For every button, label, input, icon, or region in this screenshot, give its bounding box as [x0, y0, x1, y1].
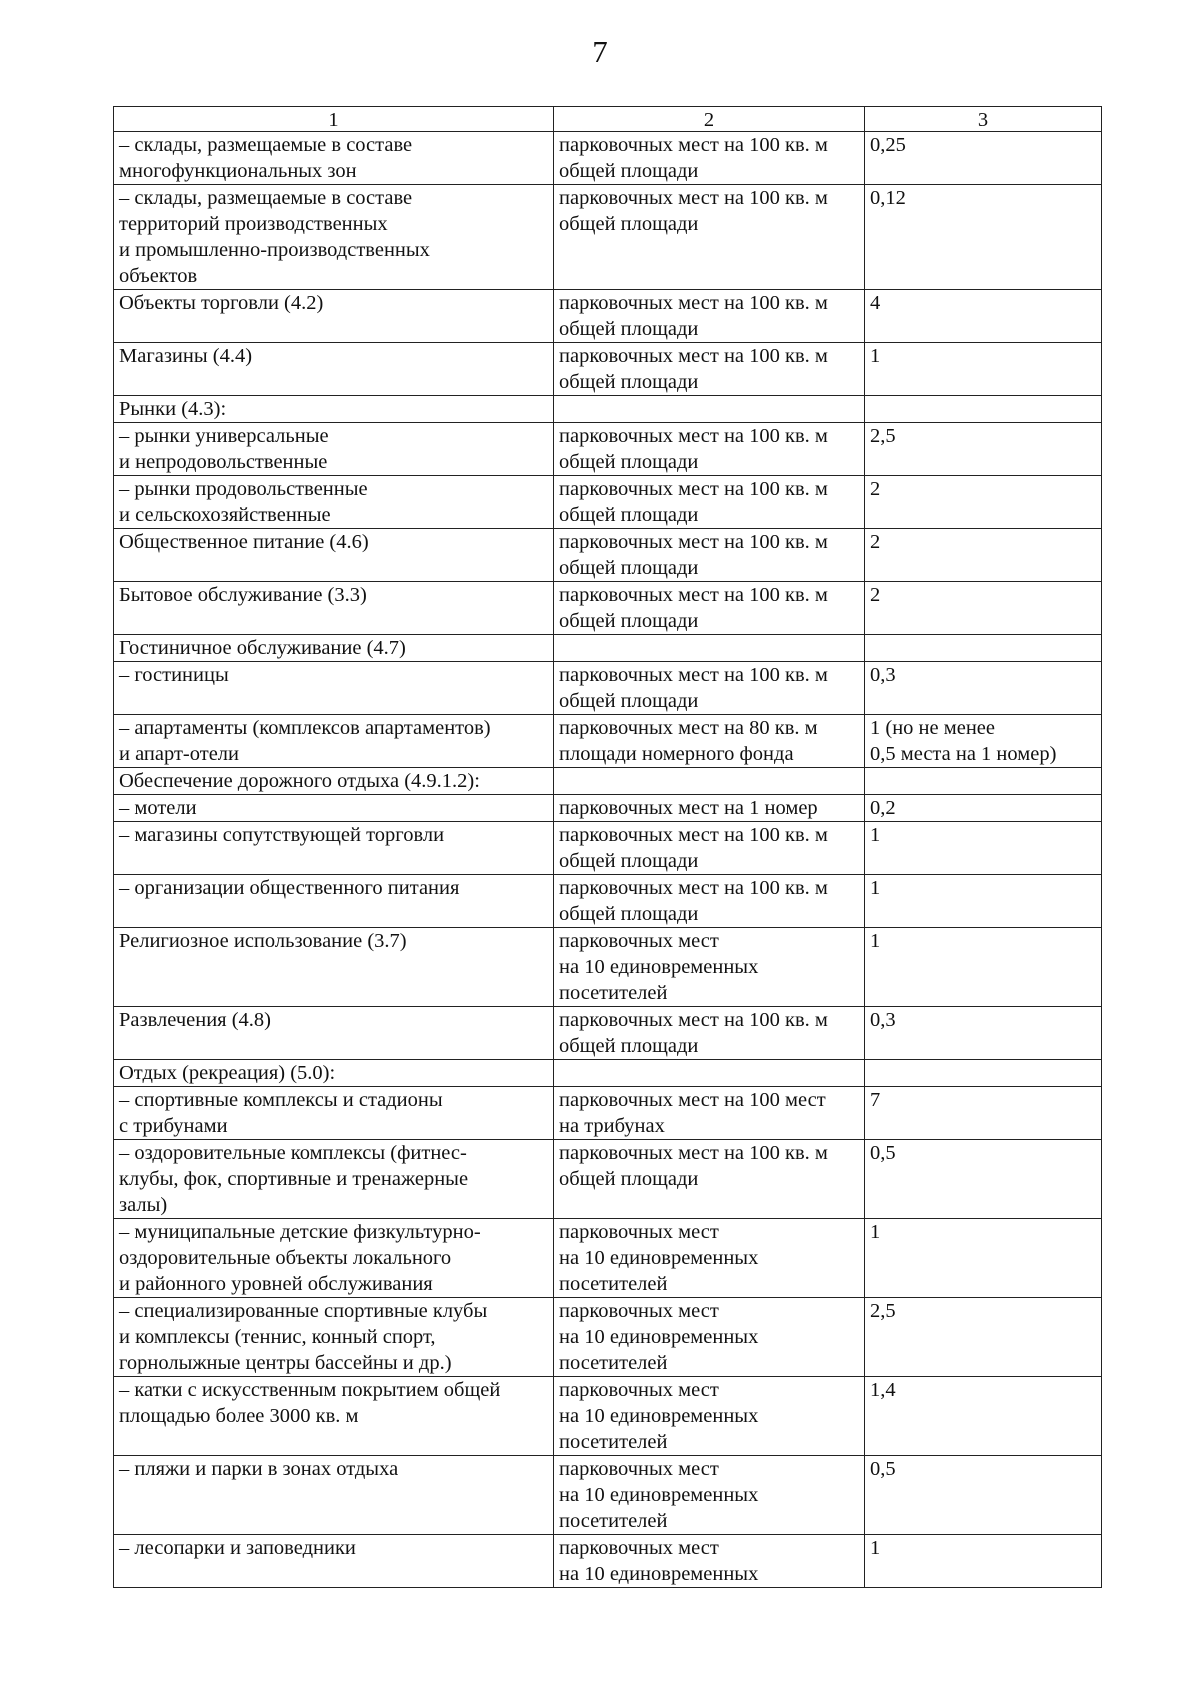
unit-cell: парковочных мест на 100 кв. м общей площади	[554, 822, 865, 875]
norm-value-cell	[865, 1060, 1102, 1087]
unit-cell: парковочных мест на 80 кв. м площади номерного фонда	[554, 715, 865, 768]
table-row	[114, 132, 1102, 185]
object-type-cell: – организации общественного питания	[114, 875, 554, 928]
parking-norms-table	[113, 106, 1102, 1588]
norm-value-cell	[865, 635, 1102, 662]
object-type-cell: Обеспечение дорожного отдыха (4.9.1.2):	[114, 768, 554, 795]
unit-cell: парковочных мест на 10 единовременных посетителей	[554, 1377, 865, 1456]
object-type-cell: – рынки продовольственные и сельскохозяйственные	[114, 476, 554, 529]
unit-cell: парковочных мест на 100 кв. м общей площади	[554, 529, 865, 582]
object-type-cell: – склады, размещаемые в составе территорий производственных и промышленно-производственных объектов	[114, 185, 554, 290]
object-type-cell: – рынки универсальные и непродовольственные	[114, 423, 554, 476]
object-type-cell: – муниципальные детские физкультурно- оздоровительные объекты локального и районного уровней обслуживания	[114, 1219, 554, 1298]
table-row	[114, 715, 1102, 768]
unit-cell: парковочных мест на 100 кв. м общей площади	[554, 185, 865, 290]
unit-cell: парковочных мест на 100 кв. м общей площади	[554, 132, 865, 185]
column-header: 2	[554, 107, 865, 132]
norm-value-cell: 2	[865, 529, 1102, 582]
object-type-cell: – гостиницы	[114, 662, 554, 715]
object-type-cell: – оздоровительные комплексы (фитнес- клубы, фок, спортивные и тренажерные залы)	[114, 1140, 554, 1219]
unit-cell: парковочных мест на 100 кв. м общей площади	[554, 662, 865, 715]
object-type-cell: – специализированные спортивные клубы и комплексы (теннис, конный спорт, горнолыжные центры бассейны и др.)	[114, 1298, 554, 1377]
table-row	[114, 1298, 1102, 1377]
table-row	[114, 795, 1102, 822]
table-row	[114, 290, 1102, 343]
unit-cell: парковочных мест на 10 единовременных посетителей	[554, 928, 865, 1007]
norm-value-cell: 1 (но не менее 0,5 места на 1 номер)	[865, 715, 1102, 768]
norm-value-cell: 1	[865, 928, 1102, 1007]
unit-cell: парковочных мест на 10 единовременных посетителей	[554, 1219, 865, 1298]
table-row	[114, 185, 1102, 290]
object-type-cell: – магазины сопутствующей торговли	[114, 822, 554, 875]
object-type-cell: Магазины (4.4)	[114, 343, 554, 396]
unit-cell: парковочных мест на 100 кв. м общей площади	[554, 423, 865, 476]
object-type-cell: – апартаменты (комплексов апартаментов) и апарт-отели	[114, 715, 554, 768]
norm-value-cell: 2,5	[865, 1298, 1102, 1377]
norm-value-cell: 0,3	[865, 1007, 1102, 1060]
table-row	[114, 1535, 1102, 1588]
object-type-cell: Объекты торговли (4.2)	[114, 290, 554, 343]
unit-cell	[554, 635, 865, 662]
norm-value-cell: 0,3	[865, 662, 1102, 715]
table-row	[114, 768, 1102, 795]
object-type-cell: Общественное питание (4.6)	[114, 529, 554, 582]
table-row	[114, 662, 1102, 715]
object-type-cell: Религиозное использование (3.7)	[114, 928, 554, 1007]
table-row	[114, 343, 1102, 396]
norm-value-cell: 2,5	[865, 423, 1102, 476]
object-type-cell: Развлечения (4.8)	[114, 1007, 554, 1060]
norm-value-cell	[865, 396, 1102, 423]
object-type-cell: – мотели	[114, 795, 554, 822]
norm-value-cell: 1	[865, 343, 1102, 396]
object-type-cell: Рынки (4.3):	[114, 396, 554, 423]
table-row	[114, 875, 1102, 928]
norm-value-cell: 1	[865, 1535, 1102, 1588]
object-type-cell: Бытовое обслуживание (3.3)	[114, 582, 554, 635]
table-row	[114, 582, 1102, 635]
norm-value-cell: 7	[865, 1087, 1102, 1140]
table-row	[114, 928, 1102, 1007]
norm-value-cell: 1	[865, 822, 1102, 875]
table-row	[114, 1140, 1102, 1219]
table-row	[114, 1087, 1102, 1140]
object-type-cell: – лесопарки и заповедники	[114, 1535, 554, 1588]
unit-cell: парковочных мест на 1 номер	[554, 795, 865, 822]
table-row	[114, 476, 1102, 529]
table-row	[114, 1456, 1102, 1535]
norm-value-cell: 0,2	[865, 795, 1102, 822]
norm-value-cell: 0,5	[865, 1456, 1102, 1535]
object-type-cell: Гостиничное обслуживание (4.7)	[114, 635, 554, 662]
table-row	[114, 423, 1102, 476]
object-type-cell: Отдых (рекреация) (5.0):	[114, 1060, 554, 1087]
object-type-cell: – катки с искусственным покрытием общей площадью более 3000 кв. м	[114, 1377, 554, 1456]
unit-cell: парковочных мест на 100 кв. м общей площади	[554, 290, 865, 343]
unit-cell: парковочных мест на 100 кв. м общей площади	[554, 1140, 865, 1219]
table-row	[114, 529, 1102, 582]
norm-value-cell: 2	[865, 476, 1102, 529]
unit-cell: парковочных мест на 100 кв. м общей площади	[554, 1007, 865, 1060]
object-type-cell: – пляжи и парки в зонах отдыха	[114, 1456, 554, 1535]
unit-cell: парковочных мест на 100 кв. м общей площади	[554, 343, 865, 396]
unit-cell	[554, 768, 865, 795]
table-header-row	[114, 107, 1102, 132]
table-row	[114, 1060, 1102, 1087]
unit-cell: парковочных мест на 10 единовременных	[554, 1535, 865, 1588]
unit-cell: парковочных мест на 100 кв. м общей площади	[554, 476, 865, 529]
table-row	[114, 635, 1102, 662]
norm-value-cell	[865, 768, 1102, 795]
page-number: 7	[592, 34, 608, 69]
norm-value-cell: 1	[865, 875, 1102, 928]
unit-cell: парковочных мест на 10 единовременных посетителей	[554, 1298, 865, 1377]
norm-value-cell: 0,5	[865, 1140, 1102, 1219]
table-row	[114, 396, 1102, 423]
norm-value-cell: 1,4	[865, 1377, 1102, 1456]
table-row	[114, 1219, 1102, 1298]
norm-value-cell: 1	[865, 1219, 1102, 1298]
unit-cell: парковочных мест на 100 кв. м общей площади	[554, 875, 865, 928]
table-row	[114, 822, 1102, 875]
object-type-cell: – спортивные комплексы и стадионы с трибунами	[114, 1087, 554, 1140]
table-row	[114, 1007, 1102, 1060]
norm-value-cell: 0,12	[865, 185, 1102, 290]
unit-cell	[554, 1060, 865, 1087]
column-header: 1	[114, 107, 554, 132]
table-row	[114, 1377, 1102, 1456]
column-header: 3	[865, 107, 1102, 132]
norm-value-cell: 2	[865, 582, 1102, 635]
unit-cell	[554, 396, 865, 423]
object-type-cell: – склады, размещаемые в составе многофункциональных зон	[114, 132, 554, 185]
norm-value-cell: 0,25	[865, 132, 1102, 185]
unit-cell: парковочных мест на 10 единовременных посетителей	[554, 1456, 865, 1535]
unit-cell: парковочных мест на 100 кв. м общей площади	[554, 582, 865, 635]
norm-value-cell: 4	[865, 290, 1102, 343]
unit-cell: парковочных мест на 100 мест на трибунах	[554, 1087, 865, 1140]
